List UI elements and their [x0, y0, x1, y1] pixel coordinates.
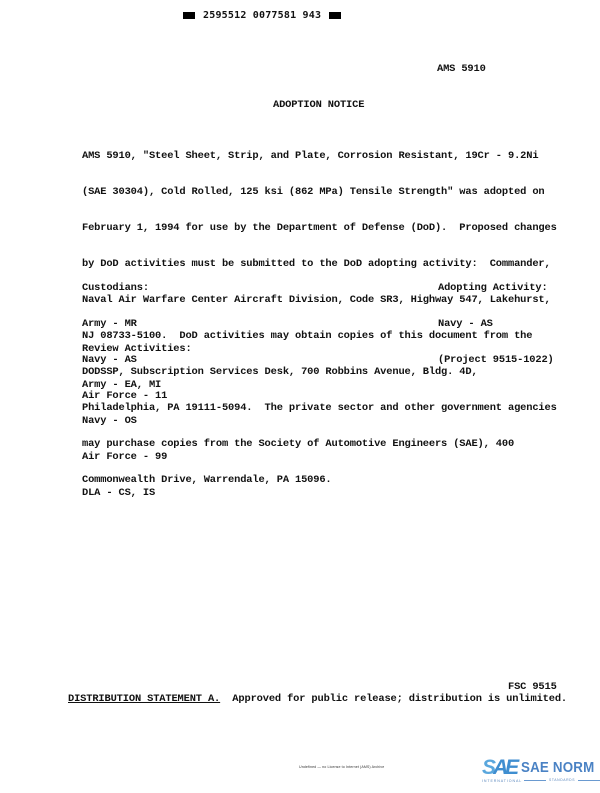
- review-activities-section: [82, 319, 192, 511]
- adopting-activity-heading: Adopting Activity:: [438, 282, 548, 294]
- document-number: AMS 5910: [437, 63, 486, 75]
- review-activities-heading: Review Activities:: [82, 343, 192, 355]
- sae-norm-logo: [482, 757, 596, 787]
- sae-norm-wordmark: SAE NORM: [521, 760, 595, 776]
- adopting-activity-section: [438, 258, 554, 378]
- logo-standards-text: STANDARDS: [549, 778, 576, 782]
- distribution-label: DISTRIBUTION STATEMENT A.: [68, 693, 221, 705]
- sae-logo-mark: SAE: [482, 756, 517, 779]
- header-barcode: [183, 9, 341, 21]
- adopting-activity-item: (Project 9515-1022): [438, 354, 554, 366]
- adopting-activity-item: Navy - AS: [438, 318, 493, 330]
- paragraph-line: may purchase copies from the Society of Automotive Engineers (SAE), 400: [82, 438, 515, 450]
- paragraph-line: NJ 08733-5100. DoD activities may obtain copies of this document from the: [82, 330, 533, 342]
- paragraph-line: by DoD activities must be submitted to the DoD adopting activity: Commander,: [82, 258, 551, 270]
- logo-rule-left: [524, 780, 546, 781]
- page-title: ADOPTION NOTICE: [273, 99, 365, 111]
- logo-rule-right: [578, 780, 600, 781]
- review-activity-item: DLA - CS, IS: [82, 487, 156, 499]
- custodian-item: Army - MR: [82, 318, 137, 330]
- paragraph-line: Commonwealth Drive, Warrendale, PA 15096.: [82, 474, 332, 486]
- paragraph-line: February 1, 1994 for use by the Department of Defense (DoD). Proposed changes: [82, 222, 557, 234]
- custodian-item: Navy - AS: [82, 354, 137, 366]
- logo-international-text: INTERNATIONAL: [482, 779, 523, 783]
- paragraph-line: DODSSP, Subscription Services Desk, 700 Robbins Avenue, Bldg. 4D,: [82, 366, 478, 378]
- paragraph-line: Naval Air Warfare Center Aircraft Division, Code SR3, Highway 547, Lakehurst,: [82, 294, 551, 306]
- paragraph-line: AMS 5910, "Steel Sheet, Strip, and Plate, Corrosion Resistant, 19Cr - 9.2Ni: [82, 150, 539, 162]
- distribution-text: Approved for public release; distribution is unlimited.: [220, 693, 568, 705]
- footer-license-text: Undefined — no License to Internet (AMS) Archive: [299, 765, 385, 769]
- logo-standards-rule: [524, 778, 600, 782]
- review-activity-item: Air Force - 99: [82, 451, 168, 463]
- review-activity-item: Navy - OS: [82, 415, 137, 427]
- barcode-block-left: [183, 12, 195, 19]
- paragraph-line: Philadelphia, PA 19111-5094. The private sector and other government agencies: [82, 402, 557, 414]
- barcode-block-right: [329, 12, 341, 19]
- paragraph-line: (SAE 30304), Cold Rolled, 125 ksi (862 MPa) Tensile Strength" was adopted on: [82, 186, 545, 198]
- custodian-item: Air Force - 11: [82, 390, 168, 402]
- review-activity-item: Army - EA, MI: [82, 379, 162, 391]
- barcode-text: 2595512 0077581 943: [203, 9, 322, 21]
- distribution-statement: [68, 693, 567, 705]
- fsc-code: FSC 9515: [508, 681, 557, 693]
- custodians-heading: Custodians:: [82, 282, 149, 294]
